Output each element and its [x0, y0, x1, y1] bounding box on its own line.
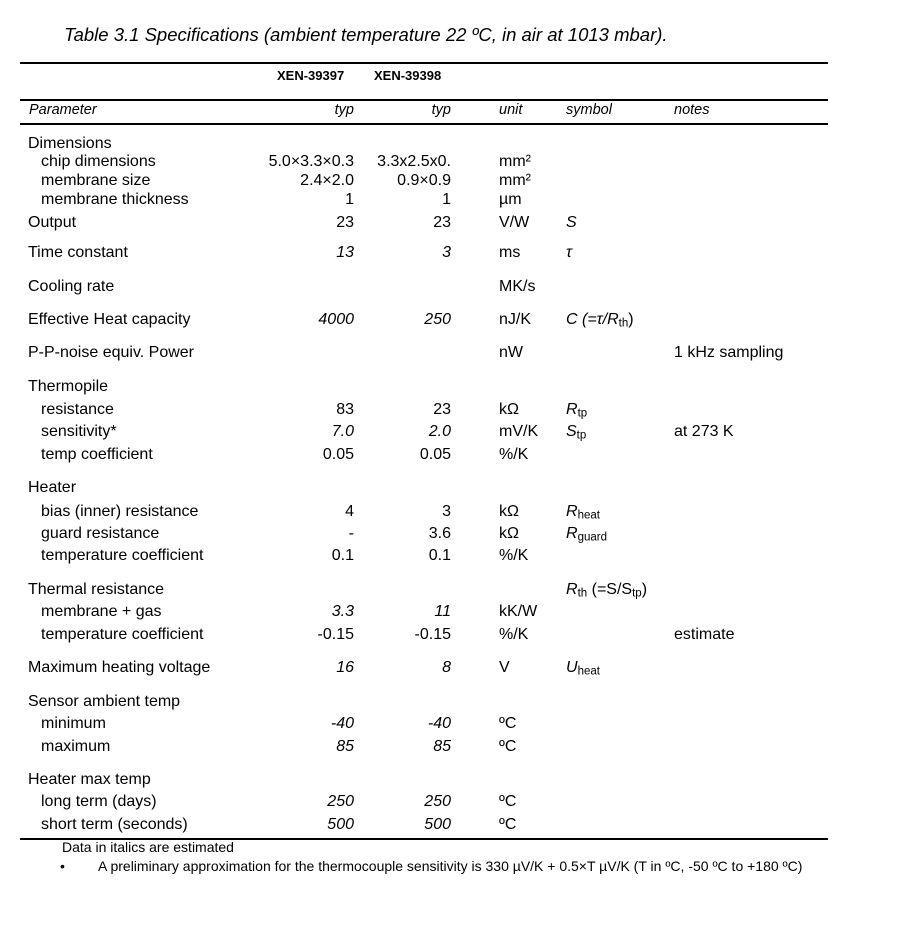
parameter-cell: minimum	[41, 715, 106, 732]
parameter-cell: membrane + gas	[41, 603, 162, 620]
unit-cell: kΩ	[499, 401, 519, 418]
parameter-cell: Heater max temp	[28, 771, 151, 788]
value-typ-1-cell: 0.05	[322, 446, 354, 463]
parameter-cell: P-P-noise equiv. Power	[28, 344, 194, 361]
unit-cell: ºC	[499, 738, 517, 755]
header-typ-2: typ	[431, 102, 451, 118]
unit-cell: kΩ	[499, 525, 519, 542]
parameter-cell: temperature coefficient	[41, 626, 204, 643]
unit-cell: %/K	[499, 626, 529, 643]
value-typ-2-cell: 8	[442, 659, 451, 676]
value-typ-1-cell: 4	[345, 503, 354, 520]
parameter-cell: sensitivity*	[41, 423, 117, 440]
footnote-italics: Data in italics are estimated	[62, 839, 234, 855]
parameter-cell: temp coefficient	[41, 446, 153, 463]
value-typ-2-cell: 2.0	[428, 423, 451, 440]
value-typ-1-cell: 23	[336, 214, 354, 231]
parameter-cell: Thermopile	[28, 378, 109, 395]
symbol-cell: $S_{tp}$	[566, 423, 587, 442]
parameter-cell: resistance	[41, 401, 114, 418]
parameter-cell: Output	[28, 214, 77, 231]
unit-cell: V	[499, 659, 510, 676]
parameter-cell: long term (days)	[41, 793, 157, 810]
value-typ-1-cell: 16	[336, 659, 354, 676]
value-typ-1-cell: 500	[327, 816, 354, 833]
value-typ-2-cell: -40	[427, 715, 451, 732]
header-bottom-rule	[20, 123, 828, 125]
unit-cell: ms	[499, 244, 521, 261]
parameter-cell: short term (seconds)	[41, 816, 188, 833]
value-typ-1-cell: 5.0×3.3×0.3	[268, 153, 354, 170]
unit-cell: MK/s	[499, 278, 536, 295]
value-typ-2-cell: 0.1	[428, 547, 451, 564]
product-1-header: XEN-39397	[277, 68, 345, 83]
value-typ-1-cell: -0.15	[317, 626, 354, 643]
parameter-cell: Time constant	[28, 244, 128, 261]
unit-cell: ºC	[499, 793, 517, 810]
unit-cell: mm²	[499, 153, 531, 170]
parameter-cell: maximum	[41, 738, 111, 755]
value-typ-2-cell: 3	[442, 503, 451, 520]
value-typ-1-cell: -	[348, 525, 354, 542]
value-typ-1-cell: 1	[345, 191, 354, 208]
header-unit: unit	[499, 102, 523, 118]
footnote-bullet-mark: •	[60, 858, 65, 874]
parameter-cell: membrane size	[41, 172, 151, 189]
symbol-cell: $R_{tp}$	[566, 401, 588, 420]
value-typ-1-cell: 3.3	[331, 603, 354, 620]
symbol-cell: $U_{heat}$	[566, 659, 600, 678]
note-cell: at 273 K	[674, 423, 734, 440]
parameter-cell: temperature coefficient	[41, 547, 204, 564]
parameter-cell: Sensor ambient temp	[28, 693, 181, 710]
parameter-cell: Maximum heating voltage	[28, 659, 211, 676]
value-typ-1-cell: 85	[336, 738, 354, 755]
symbol-cell: C $(=\tau/R_{th})$	[566, 311, 634, 330]
value-typ-2-cell: 500	[424, 816, 451, 833]
value-typ-2-cell: 3.6	[428, 525, 451, 542]
parameter-cell: Cooling rate	[28, 278, 115, 295]
unit-cell: ºC	[499, 715, 517, 732]
parameter-cell: Thermal resistance	[28, 581, 165, 598]
unit-cell: kΩ	[499, 503, 519, 520]
header-symbol: symbol	[566, 102, 612, 118]
value-typ-1-cell: 4000	[318, 311, 354, 328]
value-typ-2-cell: -0.15	[414, 626, 451, 643]
parameter-cell: Effective Heat capacity	[28, 311, 191, 328]
note-cell: 1 kHz sampling	[674, 344, 784, 361]
parameter-cell: guard resistance	[41, 525, 160, 542]
value-typ-2-cell: 250	[424, 311, 451, 328]
product-2-header: XEN-39398	[374, 68, 442, 83]
value-typ-1-cell: 2.4×2.0	[300, 172, 354, 189]
value-typ-2-cell: 3	[442, 244, 451, 261]
value-typ-2-cell: 3.3x2.5x0.	[377, 153, 451, 170]
value-typ-2-cell: 0.9×0.9	[397, 172, 451, 189]
symbol-cell: $R_{th}$ $(=S/S_{tp})$	[566, 581, 648, 600]
unit-cell: nJ/K	[499, 311, 532, 328]
top-rule	[20, 62, 828, 64]
unit-cell: %/K	[499, 547, 529, 564]
unit-cell: mV/K	[499, 423, 539, 440]
unit-cell: mm²	[499, 172, 531, 189]
value-typ-2-cell: 85	[433, 738, 451, 755]
parameter-cell: bias (inner) resistance	[41, 503, 199, 520]
parameter-cell: membrane thickness	[41, 191, 189, 208]
parameter-cell: chip dimensions	[41, 153, 156, 170]
value-typ-1-cell: 13	[336, 244, 354, 261]
value-typ-2-cell: 23	[433, 214, 451, 231]
symbol-cell: τ	[566, 244, 572, 261]
value-typ-1-cell: 250	[327, 793, 354, 810]
value-typ-1-cell: 7.0	[331, 423, 354, 440]
value-typ-1-cell: -40	[330, 715, 354, 732]
value-typ-2-cell: 11	[434, 603, 451, 620]
symbol-cell: S	[566, 214, 577, 231]
footnote-sensitivity: A preliminary approximation for the thermocouple sensitivity is 330 µV/K + 0.5×T µV/K (T in ºC, -50 ºC to +180 ºC)	[98, 858, 803, 874]
symbol-cell: $R_{guard}$	[566, 525, 608, 544]
unit-cell: %/K	[499, 446, 529, 463]
parameter-cell: Dimensions	[28, 135, 112, 152]
value-typ-2-cell: 23	[433, 401, 451, 418]
unit-cell: V/W	[499, 214, 530, 231]
unit-cell: nW	[499, 344, 523, 361]
unit-cell: µm	[499, 191, 522, 208]
header-notes: notes	[674, 102, 710, 118]
parameter-cell: Heater	[28, 479, 77, 496]
value-typ-2-cell: 250	[424, 793, 451, 810]
value-typ-2-cell: 0.05	[419, 446, 451, 463]
value-typ-1-cell: 83	[336, 401, 354, 418]
note-cell: estimate	[674, 626, 735, 643]
value-typ-2-cell: 1	[442, 191, 451, 208]
unit-cell: kK/W	[499, 603, 538, 620]
symbol-cell: $R_{heat}$	[566, 503, 600, 522]
header-parameter: Parameter	[29, 102, 97, 118]
unit-cell: ºC	[499, 816, 517, 833]
table-caption: Table 3.1 Specifications (ambient temperature 22 ºC, in air at 1013 mbar).	[64, 24, 668, 45]
header-typ-1: typ	[334, 102, 354, 118]
value-typ-1-cell: 0.1	[331, 547, 354, 564]
